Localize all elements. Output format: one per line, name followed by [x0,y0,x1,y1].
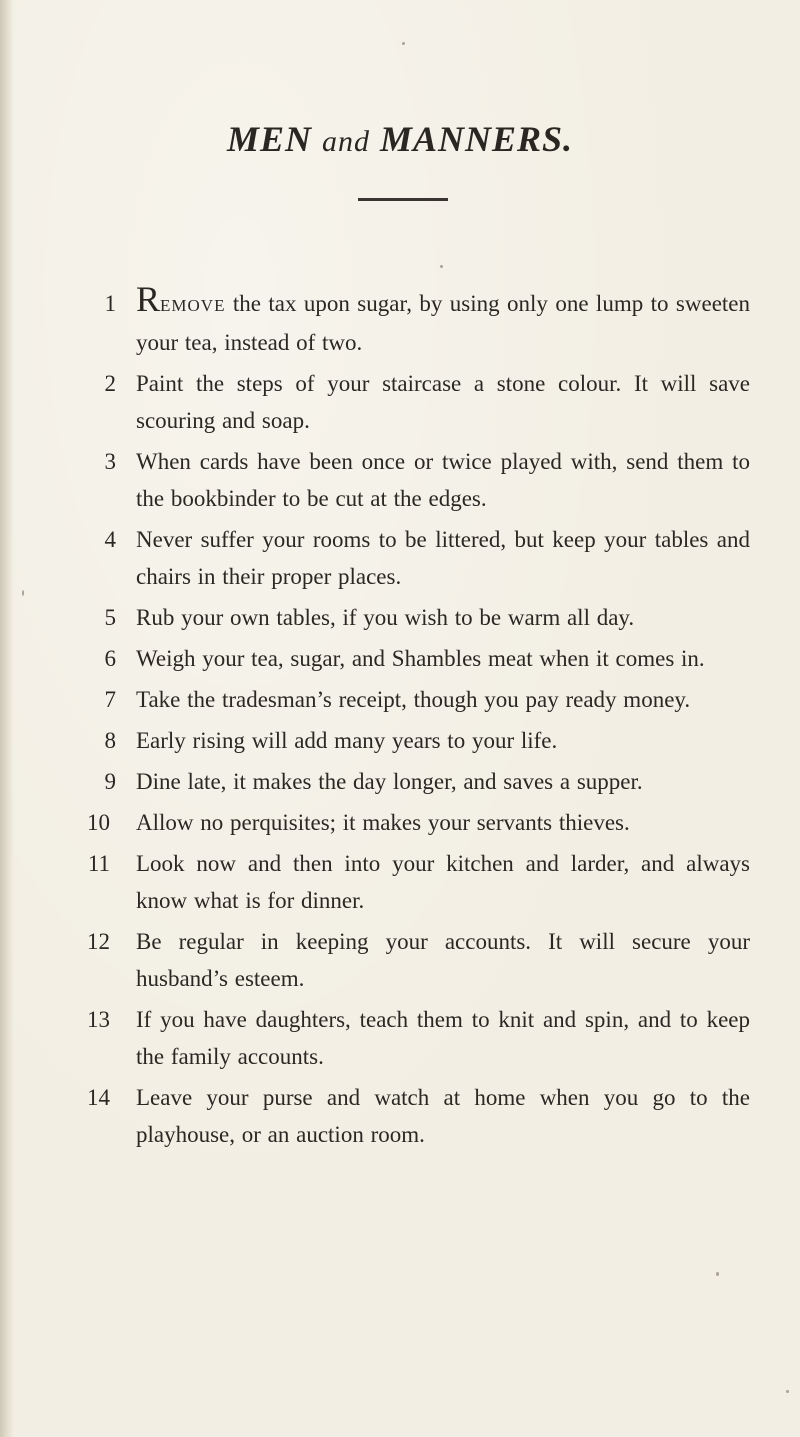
rule-text: Early rising will add many years to your life. [136,728,558,753]
rule-number: 8 [104,728,116,753]
rule-item [90,763,750,800]
rule-number: 6 [104,646,116,671]
paper-speck [786,1390,789,1393]
rule-number: 13 [87,1007,110,1032]
rule-number: 14 [87,1085,110,1110]
rule-number: 7 [104,687,116,712]
binding-edge [0,0,14,1437]
rule-text: Allow no perquisites; it makes your servants thieves. [136,810,630,835]
title-divider [358,198,448,201]
rule-number: 9 [104,769,116,794]
rule-text: Be regular in keeping your accounts. It will secure your husband’s esteem. [136,929,750,991]
paper-speck [440,265,443,268]
rule-text: Dine late, it makes the day longer, and saves a supper. [136,769,643,794]
small-caps-lead: EMOVE [160,296,226,315]
title-manners: MANNERS. [379,119,574,159]
rule-item [90,722,750,759]
rule-text: Weigh your tea, sugar, and Shambles meat when it comes in. [136,646,705,671]
rule-item [87,1079,750,1153]
paper-speck [22,590,24,596]
paper-speck [402,42,405,45]
rule-item [87,804,750,841]
rule-text: Never suffer your rooms to be littered, but keep your tables and chairs in their proper places. [136,527,750,589]
rule-number: 2 [104,371,116,396]
rule-item [90,521,750,595]
rule-number: 10 [87,810,110,835]
drop-capital: R [136,279,161,319]
paper-speck [716,1272,719,1276]
rule-item [90,365,750,439]
rule-item [90,443,750,517]
rule-item [90,599,750,636]
rule-text: Look now and then into your kitchen and larder, and always know what is for dinner. [136,851,750,913]
rule-text: If you have daughters, teach them to knit and spin, and to keep the family accounts. [136,1007,750,1069]
rule-item [90,640,750,677]
rule-text [136,279,750,361]
title-men: MEN [226,119,312,159]
rule-text: Rub your own tables, if you wish to be warm all day. [136,605,635,630]
rule-item [87,923,750,997]
rule-item [90,681,750,718]
rule-text: Leave your purse and watch at home when you go to the playhouse, or an auction room. [136,1085,750,1147]
rule-number: 3 [104,449,116,474]
rules-list [87,279,750,1157]
rule-item [87,845,750,919]
rule-text: Take the tradesman’s receipt, though you pay ready money. [136,687,691,712]
rule-item [90,279,750,361]
rule-number: 4 [104,527,116,552]
rule-text: When cards have been once or twice played with, send them to the bookbinder to be cut at the edges. [136,449,750,511]
rule-text-body: the tax upon sugar, by using only one lump to sweeten your tea, instead of two. [136,291,750,355]
page-title [0,118,800,160]
rule-number: 12 [87,929,110,954]
rule-number: 11 [87,851,110,876]
title-and: and [321,125,370,158]
rule-number: 1 [104,291,116,316]
rule-text: Paint the steps of your staircase a stone colour. It will save scouring and soap. [136,371,750,433]
rule-number: 5 [104,605,116,630]
rule-item [87,1001,750,1075]
